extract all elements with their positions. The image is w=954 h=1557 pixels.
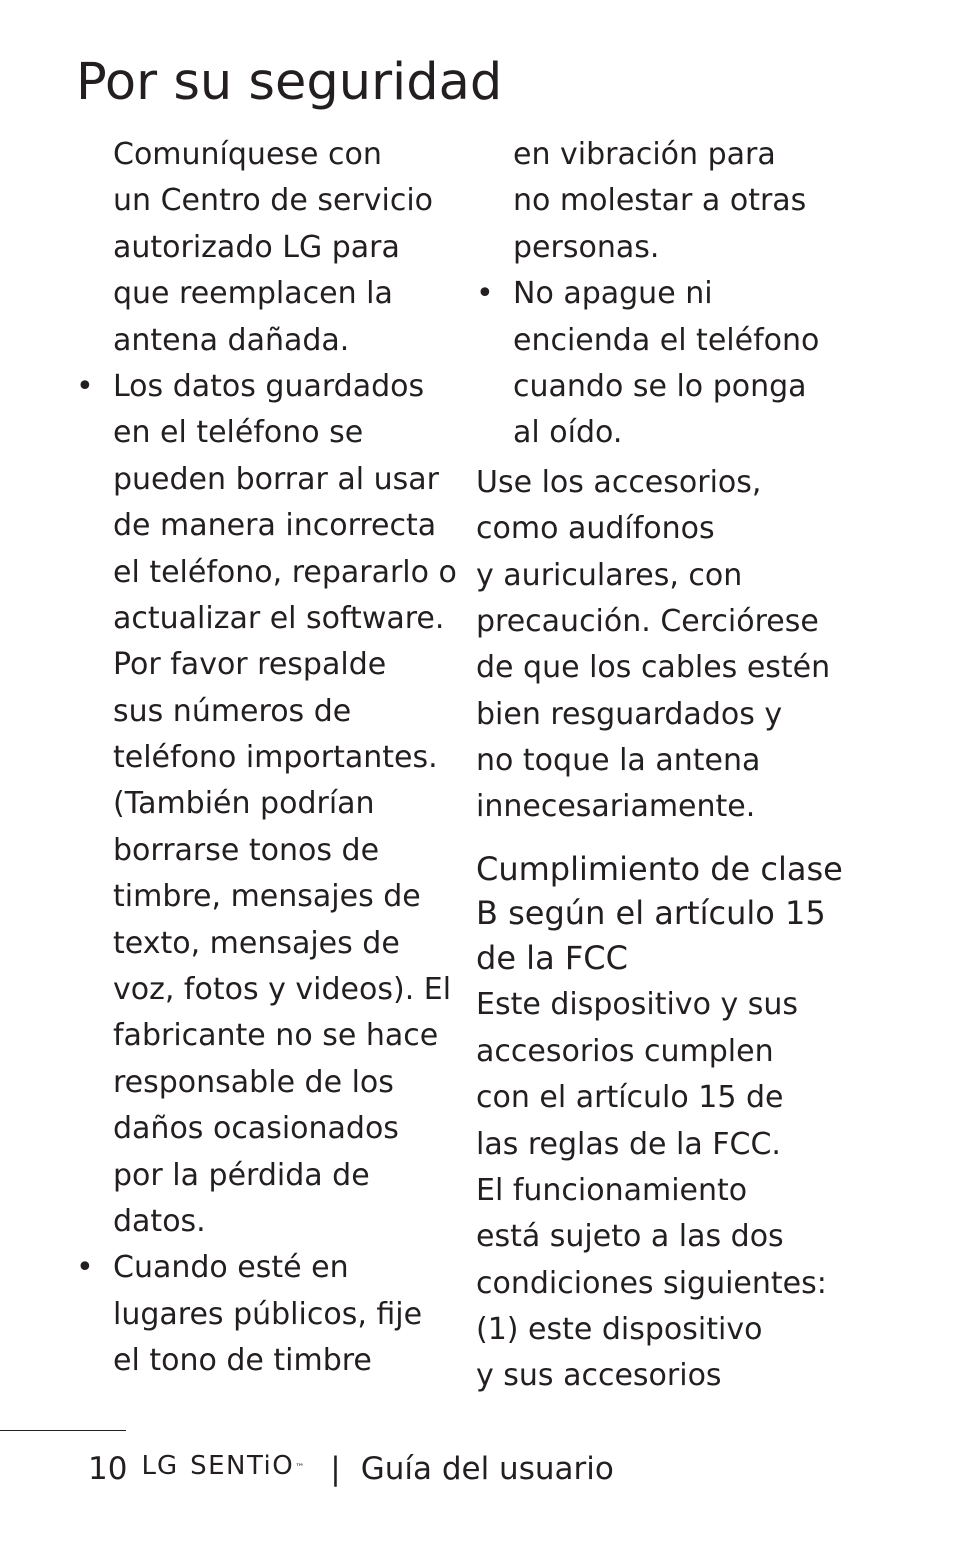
text-line: y sus accesorios — [476, 1358, 722, 1394]
text-line — [76, 1245, 456, 1291]
footer-separator: | — [330, 1451, 341, 1487]
text-line: accesorios cumplen — [476, 1033, 774, 1069]
bullet-item-public-places — [76, 1245, 456, 1384]
text-line: de que los cables estén — [476, 650, 831, 686]
text-line: las reglas de la FCC. — [476, 1126, 781, 1162]
text-line: sus números de — [113, 693, 352, 729]
text-line: Use los accesorios, — [476, 464, 762, 500]
text-line: Este dispositivo y sus — [476, 987, 799, 1023]
page-number: 10 — [88, 1451, 128, 1487]
right-column — [476, 132, 926, 1400]
text-line: al oído. — [513, 415, 623, 451]
bullet-icon: • — [476, 276, 494, 312]
text-line: de manera incorrecta — [113, 508, 437, 544]
text-line: daños ocasionados — [113, 1111, 399, 1147]
text-line: pueden borrar al usar — [113, 461, 439, 497]
vibration-paragraph-continuation — [476, 132, 926, 271]
text-line: (También podrían — [113, 786, 375, 822]
text-line — [76, 364, 456, 410]
guide-label: Guía del usuario — [360, 1451, 614, 1487]
text-line: responsable de los — [113, 1064, 394, 1100]
text-line: como audífonos — [476, 511, 715, 547]
fcc-paragraph — [476, 982, 926, 1400]
left-column — [76, 132, 456, 1385]
text-line: y auriculares, con — [476, 557, 743, 593]
text-line: no toque la antena — [476, 743, 761, 779]
bullet-text: Cuando esté en — [113, 1250, 349, 1286]
bullet-text: No apague ni — [513, 276, 713, 312]
bullet-icon: • — [76, 368, 94, 404]
text-line: un Centro de servicio — [113, 183, 434, 219]
text-line: el tono de timbre — [113, 1343, 372, 1379]
text-line: teléfono importantes. — [113, 740, 438, 776]
text-line: encienda el teléfono — [513, 322, 820, 358]
text-line: precaución. Cerciórese — [476, 603, 819, 639]
bullet-item-data-loss — [76, 364, 456, 1245]
text-line: el teléfono, repararlo o — [113, 554, 457, 590]
text-line: autorizado LG para — [113, 229, 400, 265]
trademark-symbol: ™ — [295, 1463, 305, 1473]
text-line: texto, mensajes de — [113, 925, 400, 961]
text-line: borrarse tonos de — [113, 832, 380, 868]
brand-name: LG — [141, 1451, 179, 1481]
text-line: actualizar el software. — [113, 600, 445, 636]
heading-line: B según el artículo 15 — [476, 894, 826, 933]
text-line: cuando se lo ponga — [513, 368, 807, 404]
text-line: en el teléfono se — [113, 415, 364, 451]
text-line: en vibración para — [513, 137, 776, 172]
text-line: condiciones siguientes: — [476, 1265, 827, 1301]
bullet-item-ear — [476, 271, 926, 457]
fcc-section-heading — [476, 847, 926, 981]
heading-line: Cumplimiento de clase — [476, 849, 843, 888]
text-line: datos. — [113, 1203, 206, 1239]
text-line: lugares públicos, fije — [113, 1296, 423, 1332]
page-title: Por su seguridad — [76, 53, 503, 112]
text-line: por la pérdida de — [113, 1157, 370, 1193]
accessories-paragraph — [476, 460, 926, 831]
text-line: bien resguardados y — [476, 696, 783, 732]
text-line: El funcionamiento — [476, 1172, 748, 1208]
page-footer — [88, 1444, 614, 1494]
product-name: SENTiO — [190, 1451, 295, 1481]
text-line: personas. — [513, 229, 660, 265]
text-line: innecesariamente. — [476, 789, 756, 825]
text-line: no molestar a otras — [513, 183, 807, 219]
text-line: timbre, mensajes de — [113, 879, 421, 915]
text-line: voz, fotos y videos). El — [113, 972, 452, 1008]
heading-line: de la FCC — [476, 938, 628, 977]
text-line: que reemplacen la — [113, 276, 393, 312]
text-line: fabricante no se hace — [113, 1018, 439, 1054]
footer-rule — [0, 1430, 126, 1431]
text-line — [476, 271, 926, 317]
bullet-icon: • — [76, 1250, 94, 1286]
bullet-text: Los datos guardados — [113, 368, 425, 404]
antenna-paragraph-continuation — [76, 132, 456, 364]
text-line: antena dañada. — [113, 322, 350, 358]
text-line: (1) este dispositivo — [476, 1312, 763, 1348]
text-line: está sujeto a las dos — [476, 1219, 784, 1255]
brand-logo — [141, 1444, 304, 1494]
text-line: Por favor respalde — [113, 647, 387, 683]
text-line: Comuníquese con — [113, 137, 382, 172]
text-line: con el artículo 15 de — [476, 1080, 784, 1116]
